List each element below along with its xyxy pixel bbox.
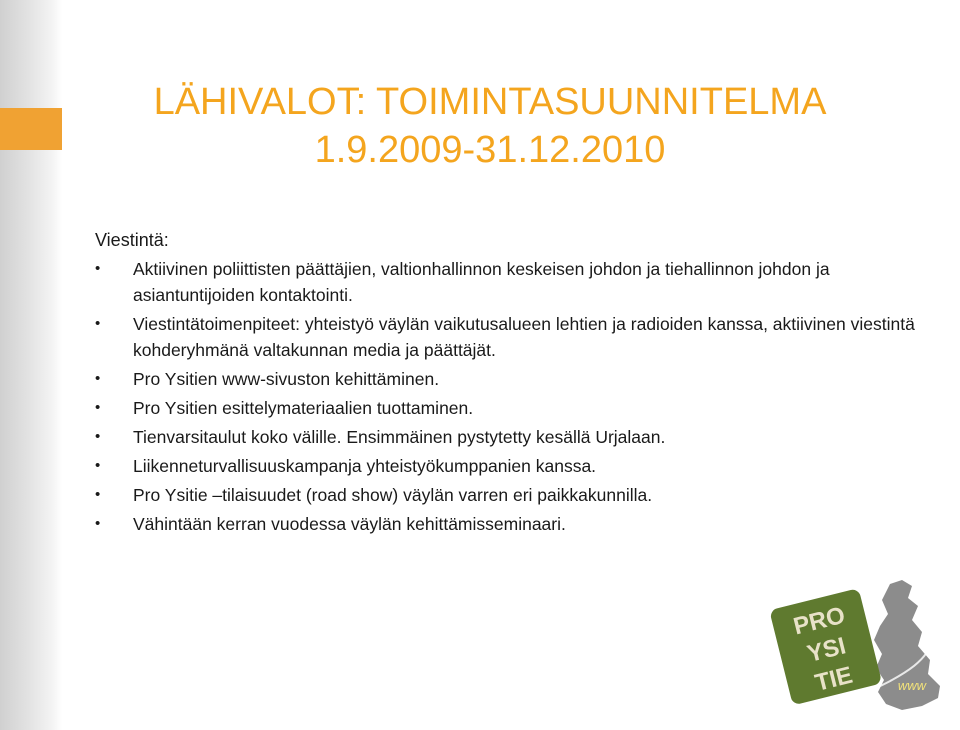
pro-ysitie-logo-graphic — [762, 576, 952, 716]
bullet-item: • Liikenneturvallisuuskampanja yhteistyökumppanien kanssa. — [95, 453, 915, 479]
slide-title-line2: 1.9.2009-31.12.2010 — [314, 129, 666, 171]
logo-text-pro: PRO — [790, 601, 848, 641]
bullet-item: • Pro Ysitie –tilaisuudet (road show) väylän varren eri paikkakunnilla. — [95, 482, 915, 508]
bullet-item: • Tienvarsitaulut koko välille. Ensimmäinen pystytetty kesällä Urjalaan. — [95, 424, 915, 450]
pro-ysitie-logo — [762, 576, 952, 716]
slide-title — [70, 78, 910, 174]
section-heading: Viestintä: — [95, 230, 169, 250]
bullet-item: • Aktiivinen poliittisten päättäjien, valtionhallinnon keskeisen johdon ja tiehallinnon johdon ja asiantuntijoiden kontaktointi. — [95, 256, 915, 308]
logo-www-tag: www — [897, 678, 927, 693]
logo-text-tie: TIE — [812, 661, 856, 697]
logo-text-ysi: YSI — [804, 632, 849, 668]
bullet-item: • Viestintätoimenpiteet: yhteistyö väylän vaikutusalueen lehtien ja radioiden kanssa, aktiivinen viestintä kohderyhmänä valtakunnan media ja päättäjät. — [95, 311, 915, 363]
bullet-list — [95, 256, 915, 540]
bullet-item: • Pro Ysitien esittelymateriaalien tuottaminen. — [95, 395, 915, 421]
left-orange-accent — [0, 108, 62, 150]
bullet-item: • Pro Ysitien www-sivuston kehittäminen. — [95, 366, 915, 392]
slide-title-line1: LÄHIVALOT: TOIMINTASUUNNITELMA — [153, 81, 827, 123]
bullet-item: • Vähintään kerran vuodessa väylän kehittämisseminaari. — [95, 511, 915, 537]
